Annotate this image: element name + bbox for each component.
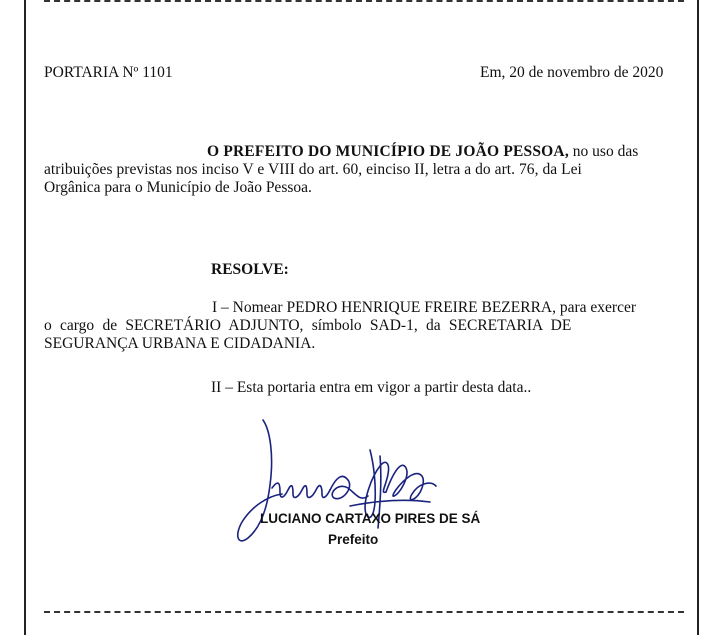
preamble-line-2: atribuições previstas nos inciso V e VIII do art. 60, einciso II, letra a do art. 76, da Lei	[44, 161, 582, 178]
bottom-dashed-rule	[44, 611, 684, 613]
item-2-text: II – Esta portaria entra em vigor a partir desta data..	[211, 379, 532, 396]
item-1-line-1	[44, 299, 684, 317]
handwritten-signature	[230, 410, 450, 550]
preamble-bold-text: O PREFEITO DO MUNICÍPIO DE JOÃO PESSOA,	[207, 143, 569, 160]
signatory-name: LUCIANO CARTAXO PIRES DE SÁ	[260, 511, 481, 526]
preamble-paragraph	[44, 143, 684, 197]
item-1-line-1-text: I – Nomear PEDRO HENRIQUE FREIRE BEZERRA, para exercer	[212, 299, 637, 316]
preamble-rest-line-1: no uso das	[568, 143, 639, 160]
left-border	[24, 0, 26, 635]
item-1-line-2: o cargo de SECRETÁRIO ADJUNTO, símbolo SAD-1, da SECRETARIA DE	[44, 317, 572, 334]
right-border	[697, 0, 699, 635]
item-1-paragraph	[44, 299, 684, 353]
signatory-title: Prefeito	[328, 532, 379, 547]
item-1-line-3: SEGURANÇA URBANA E CIDADANIA.	[44, 335, 316, 352]
top-dashed-rule	[44, 0, 684, 2]
document-date: Em, 20 de novembro de 2020	[480, 64, 664, 81]
resolve-heading: RESOLVE:	[211, 261, 289, 278]
preamble-line-1	[44, 143, 684, 161]
preamble-line-3: Orgânica para o Município de João Pessoa.	[44, 179, 312, 196]
portaria-number: PORTARIA Nº 1101	[44, 64, 173, 81]
